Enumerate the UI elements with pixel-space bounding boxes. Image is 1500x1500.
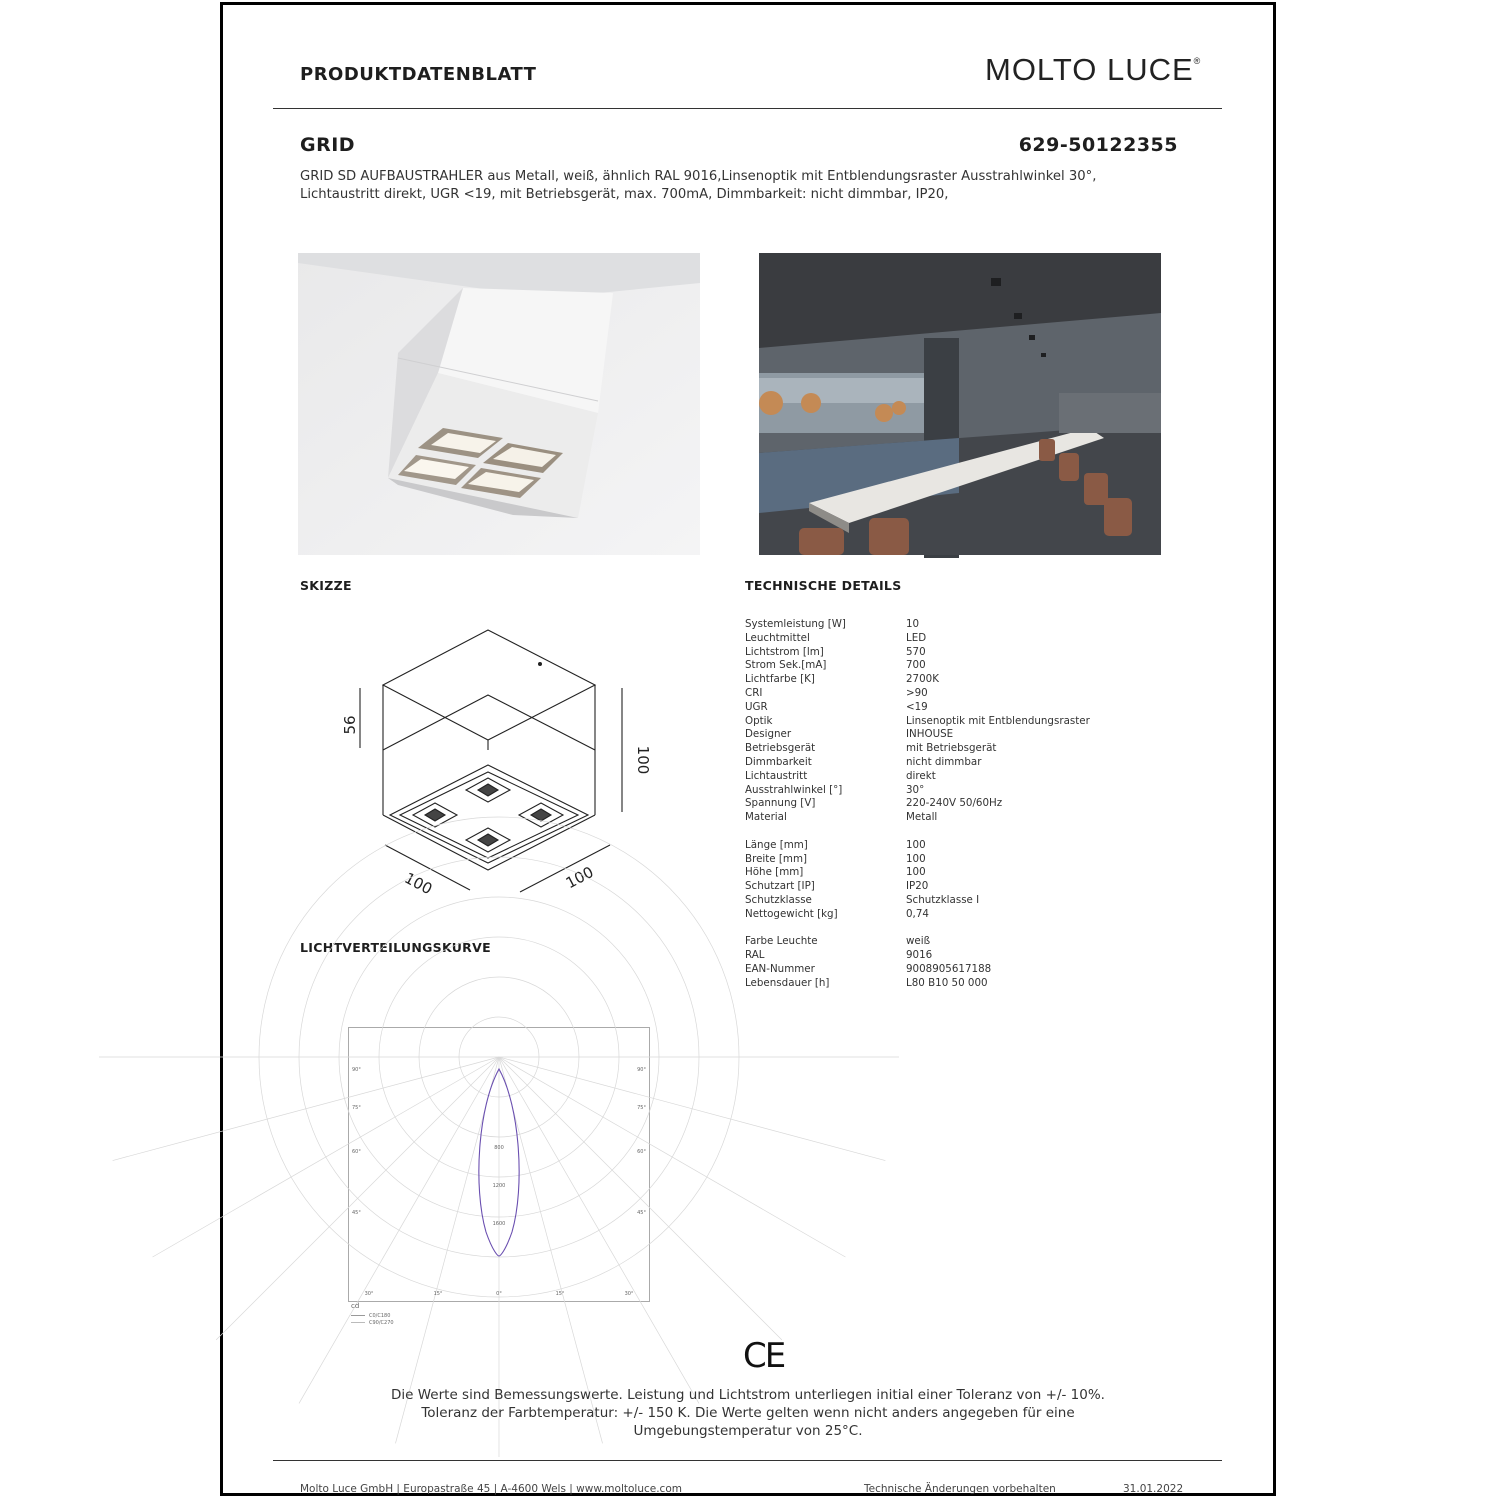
ldc-label: 45° [352,1210,361,1216]
ldc-label: 800 [494,1145,504,1151]
ldc-legend [351,1313,394,1327]
spec-value: direkt [906,769,936,782]
ldc-label: 30° [624,1291,634,1297]
ldc-label: 0° [496,1291,502,1297]
spec-row [745,866,1090,880]
footer-divider [273,1460,1222,1461]
ldc-label: 60° [352,1149,361,1155]
spec-row [745,784,1090,798]
note-line-2: Toleranz der Farbtemperatur: +/- 150 K. Die Werte gelten wenn nicht anders angegeben für eine [421,1405,1075,1421]
ldc-label: 15° [555,1291,565,1297]
spec-label: Leuchtmittel [745,631,810,644]
spec-label: Länge [mm] [745,838,808,851]
technical-details-heading: TECHNISCHE DETAILS [745,578,902,593]
spec-label: Designer [745,728,792,741]
spec-label: Spannung [V] [745,797,816,810]
spec-value: >90 [906,686,928,699]
header-divider [273,108,1222,109]
spec-row [745,701,1090,715]
spec-label: Schutzart [IP] [745,880,815,893]
spec-row [745,935,1090,949]
spec-row [745,908,1090,922]
spec-group-spacer [745,825,1090,839]
spec-label: Höhe [mm] [745,866,804,879]
spec-row [745,742,1090,756]
spec-row [745,949,1090,963]
spec-value: 30° [906,783,925,796]
dim-label-width-right: 100 [562,862,597,893]
spec-label: Optik [745,714,773,727]
spec-row [745,977,1090,991]
ldc-label: 15° [433,1291,443,1297]
spec-row [745,839,1090,853]
spec-row [745,756,1090,770]
ldc-label: 75° [352,1105,361,1111]
spec-row [745,618,1090,632]
spec-label: Schutzklasse [745,893,812,906]
dim-label-side-height: 100 [634,745,652,775]
ldc-unit: cd [351,1302,360,1310]
spec-row [745,632,1090,646]
spec-value: weiß [906,935,931,948]
spec-row [745,894,1090,908]
legend-c90: C90/C270 [369,1320,394,1326]
document-type-title: PRODUKTDATENBLATT [300,64,537,85]
spec-value: 9016 [906,949,933,962]
product-photo [298,253,700,555]
spec-value: Metall [906,811,938,824]
spec-value: 9008905617188 [906,962,992,975]
spec-label: Material [745,811,787,824]
spec-value: <19 [906,700,928,713]
ldc-label: 1200 [492,1183,506,1189]
spec-value: 100 [906,852,926,865]
spec-value: 2700K [906,673,939,686]
spec-row [745,687,1090,701]
spec-value: Linsenoptik mit Entblendungsraster [906,714,1090,727]
spec-label: Systemleistung [W] [745,618,846,630]
spec-value: 570 [906,645,926,658]
spec-label: Lichtstrom [lm] [745,645,824,658]
spec-label: EAN-Nummer [745,962,815,975]
note-line-3: Umgebungstemperatur von 25°C. [633,1423,863,1439]
spec-row [745,673,1090,687]
spec-value: Schutzklasse I [906,893,980,906]
footer-company: Molto Luce GmbH | Europastraße 45 | A-4600 Wels | www.moltoluce.com [300,1483,682,1495]
dim-label-front-height: 56 [341,715,359,735]
brand-logo: MOLTO LUCE® [985,52,1202,87]
spec-value: 100 [906,838,926,851]
interior-photo [759,253,1161,555]
spec-row [745,963,1090,977]
spec-label: CRI [745,686,763,699]
spec-value: INHOUSE [906,728,954,741]
ldc-label: 1600 [492,1221,506,1227]
legend-c0: C0/C180 [369,1313,391,1319]
note-line-1: Die Werte sind Bemessungswerte. Leistung und Lichtstrom unterliegen initial einer Toleranz von +/- 10%. [391,1387,1105,1403]
dim-label-width-left: 100 [401,868,436,899]
spec-label: Farbe Leuchte [745,935,818,948]
spec-row [745,811,1090,825]
tolerance-notes [300,1386,1196,1440]
product-description: GRID SD AUFBAUSTRAHLER aus Metall, weiß, ähnlich RAL 9016,Linsenoptik mit Entblendungsraster Ausstrahlwinkel 30°, Lichtaustritt direkt, UGR <19, mit Betriebsgerät, max. 700mA, Dimmbarkeit: nicht dimmbar, IP20, [300,169,1097,202]
spec-value: 100 [906,866,926,879]
spec-label: RAL [745,949,765,962]
spec-label: Breite [mm] [745,852,808,865]
spec-value: IP20 [906,880,929,893]
spec-value: mit Betriebsgerät [906,742,997,755]
spec-row [745,770,1090,784]
spec-row [745,646,1090,660]
spec-row [745,853,1090,867]
spec-value: 700 [906,659,926,672]
technical-specs [745,618,1090,991]
ldc-heading: LICHTVERTEILUNGSKURVE [300,940,491,955]
spec-row [745,797,1090,811]
spec-value: L80 B10 50 000 [906,976,988,989]
light-distribution-chart [348,1027,650,1306]
spec-label: Dimmbarkeit [745,755,812,768]
spec-row [745,728,1090,742]
spec-value: nicht dimmbar [906,755,982,768]
ldc-label: 75° [637,1105,646,1111]
ldc-label: 60° [637,1149,646,1155]
product-code: 629-50122355 [1018,134,1178,156]
spec-row [745,659,1090,673]
ce-mark: CE [743,1336,785,1376]
spec-row [745,880,1090,894]
ldc-label: 45° [637,1210,646,1216]
spec-label: Lichtfarbe [K] [745,673,815,686]
ldc-label: 90° [637,1067,646,1073]
spec-value: 10 [906,618,920,630]
sketch-heading: SKIZZE [300,578,352,593]
ldc-label: 30° [364,1291,374,1297]
footer-date: 31.01.2022 [1123,1483,1184,1495]
spec-label: UGR [745,700,768,713]
product-name: GRID [300,134,356,156]
spec-value: 0,74 [906,907,929,920]
spec-label: Betriebsgerät [745,742,816,755]
spec-row [745,715,1090,729]
spec-value: 220-240V 50/60Hz [906,797,1003,810]
spec-label: Strom Sek.[mA] [745,659,827,672]
footer-disclaimer: Technische Änderungen vorbehalten [864,1483,1056,1495]
spec-group-spacer [745,922,1090,936]
spec-label: Nettogewicht [kg] [745,907,838,920]
ldc-label: 90° [352,1067,361,1073]
spec-label: Lebensdauer [h] [745,976,830,989]
dimension-sketch [330,620,650,900]
spec-label: Lichtaustritt [745,769,808,782]
spec-value: LED [906,631,927,644]
spec-label: Ausstrahlwinkel [°] [745,783,843,796]
